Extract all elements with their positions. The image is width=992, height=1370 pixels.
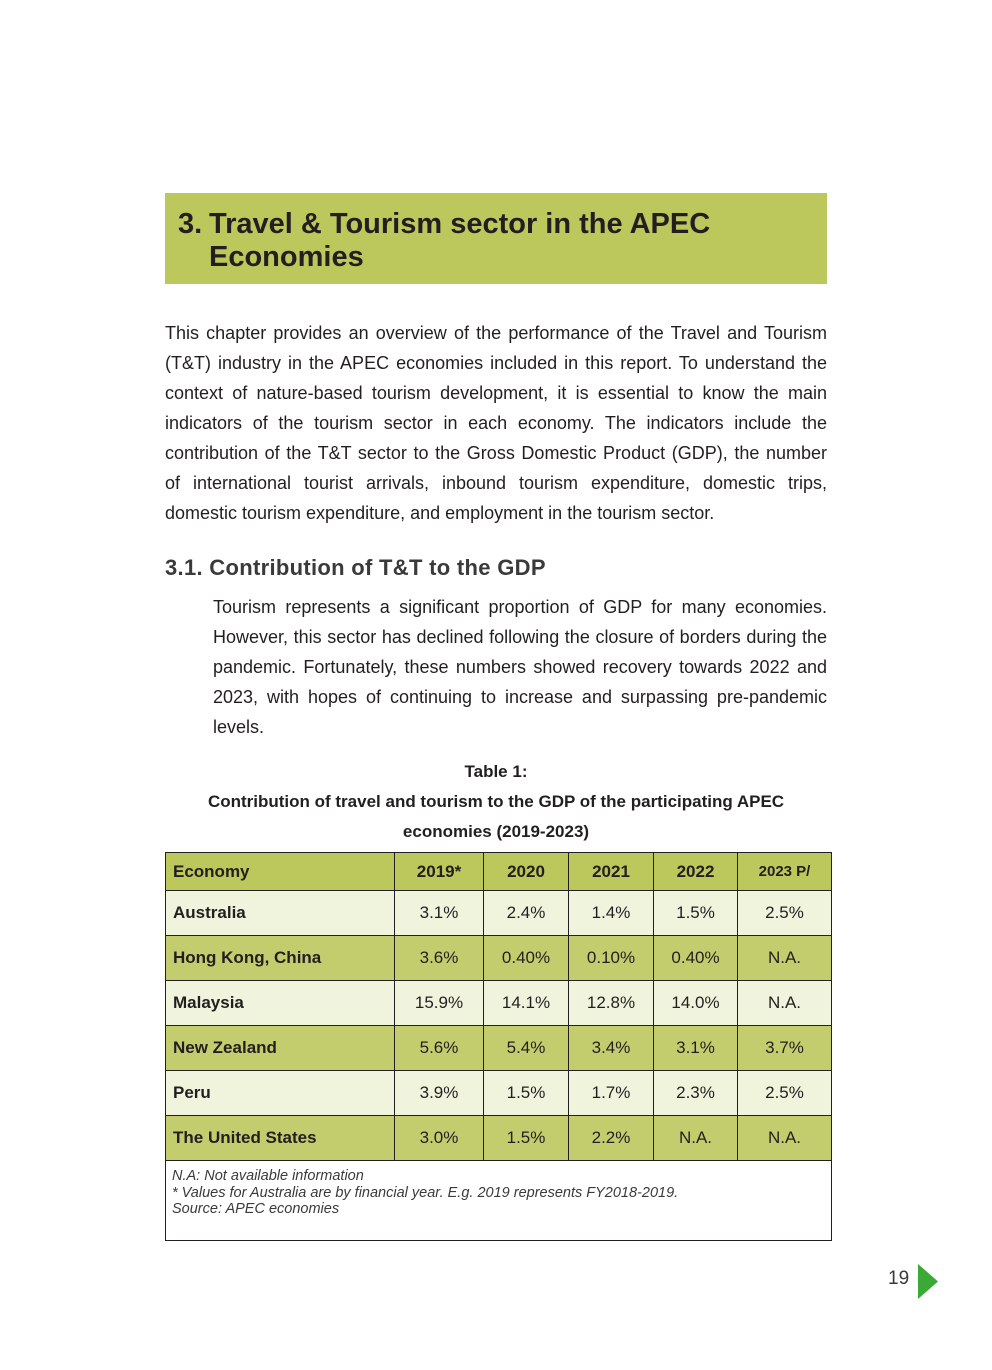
intro-paragraph: This chapter provides an overview of the performance of the Travel and Tourism (T&T) industry in the APEC economies included in this report. To understand the context of nature-based tourism development, it is essential to know the main indicators of the tourism sector in each economy. The indicators include the contribution of the T&T sector to the Gross Domestic Product (GDP), the number of international tourist arrivals, inbound tourism expenditure, domestic trips, domestic tourism expenditure, and employment in the tourism sector. — [165, 323, 827, 523]
economy-cell: Australia — [166, 891, 395, 936]
value-cell: N.A. — [654, 1116, 738, 1161]
economy-cell: Malaysia — [166, 981, 395, 1026]
value-cell: 3.4% — [569, 1026, 654, 1071]
value-cell: 0.40% — [484, 936, 569, 981]
value-cell: 2.3% — [654, 1071, 738, 1116]
value-cell: 2.2% — [569, 1116, 654, 1161]
value-cell: 0.10% — [569, 936, 654, 981]
value-cell: N.A. — [738, 936, 832, 981]
table-row — [166, 936, 832, 981]
value-cell: 1.5% — [484, 1116, 569, 1161]
page-number: 19 — [888, 1268, 910, 1289]
table-header-row — [166, 853, 832, 891]
note-line: * Values for Australia are by financial year. E.g. 2019 represents FY2018-2019. — [172, 1184, 679, 1201]
table-label: Table 1: — [464, 762, 528, 781]
value-cell: N.A. — [738, 981, 832, 1026]
value-cell: 2.4% — [484, 891, 569, 936]
value-cell: 3.7% — [738, 1026, 832, 1071]
note-line: N.A: Not available information — [172, 1168, 364, 1184]
note-line: Source: APEC economies — [172, 1201, 340, 1217]
value-cell: 12.8% — [569, 981, 654, 1026]
next-page-arrow-icon[interactable] — [918, 1264, 938, 1299]
value-cell: 1.7% — [569, 1071, 654, 1116]
value-cell: 14.1% — [484, 981, 569, 1026]
chapter-title: Travel & Tourism sector in the APEC Economies — [209, 208, 711, 273]
value-cell: 3.1% — [654, 1026, 738, 1071]
value-cell: N.A. — [738, 1116, 832, 1161]
value-cell: 5.4% — [484, 1026, 569, 1071]
header-2023: 2023 P/ — [738, 853, 832, 891]
economy-cell: The United States — [166, 1116, 395, 1161]
value-cell: 2.5% — [738, 1071, 832, 1116]
value-cell: 3.9% — [395, 1071, 484, 1116]
table-caption — [165, 757, 827, 847]
section-paragraph: Tourism represents a significant proportion of GDP for many economies. However, this sector has declined following the closure of borders during the pandemic. Fortunately, these numbers showed recovery towards 2022 and 2023, with hopes of continuing to increase and surpassing pre-pandemic levels. — [213, 597, 827, 737]
header-2020: 2020 — [484, 853, 569, 891]
value-cell: 1.4% — [569, 891, 654, 936]
value-cell: 14.0% — [654, 981, 738, 1026]
table-caption-line-2: economies (2019-2023) — [402, 822, 590, 841]
economy-cell: New Zealand — [166, 1026, 395, 1071]
economy-cell: Peru — [166, 1071, 395, 1116]
header-2021: 2021 — [569, 853, 654, 891]
table-notes — [166, 1161, 832, 1241]
chapter-banner — [165, 193, 827, 284]
chapter-number: 3. — [178, 208, 203, 240]
value-cell: 3.1% — [395, 891, 484, 936]
value-cell: 3.0% — [395, 1116, 484, 1161]
table-row — [166, 1026, 832, 1071]
table-row — [166, 1071, 832, 1116]
header-economy: Economy — [166, 853, 395, 891]
table-notes-row — [166, 1161, 832, 1241]
header-2019: 2019* — [395, 853, 484, 891]
gdp-contribution-table — [165, 852, 832, 1241]
value-cell: 2.5% — [738, 891, 832, 936]
economy-cell: Hong Kong, China — [166, 936, 395, 981]
table-row — [166, 981, 832, 1026]
value-cell: 15.9% — [395, 981, 484, 1026]
value-cell: 1.5% — [654, 891, 738, 936]
table-row — [166, 891, 832, 936]
value-cell: 0.40% — [654, 936, 738, 981]
header-2022: 2022 — [654, 853, 738, 891]
table-caption-line-1: Contribution of travel and tourism to the GDP of the participating APEC — [207, 792, 785, 811]
section-heading: 3.1. Contribution of T&T to the GDP — [165, 555, 546, 580]
value-cell: 5.6% — [395, 1026, 484, 1071]
value-cell: 3.6% — [395, 936, 484, 981]
table-row — [166, 1116, 832, 1161]
value-cell: 1.5% — [484, 1071, 569, 1116]
